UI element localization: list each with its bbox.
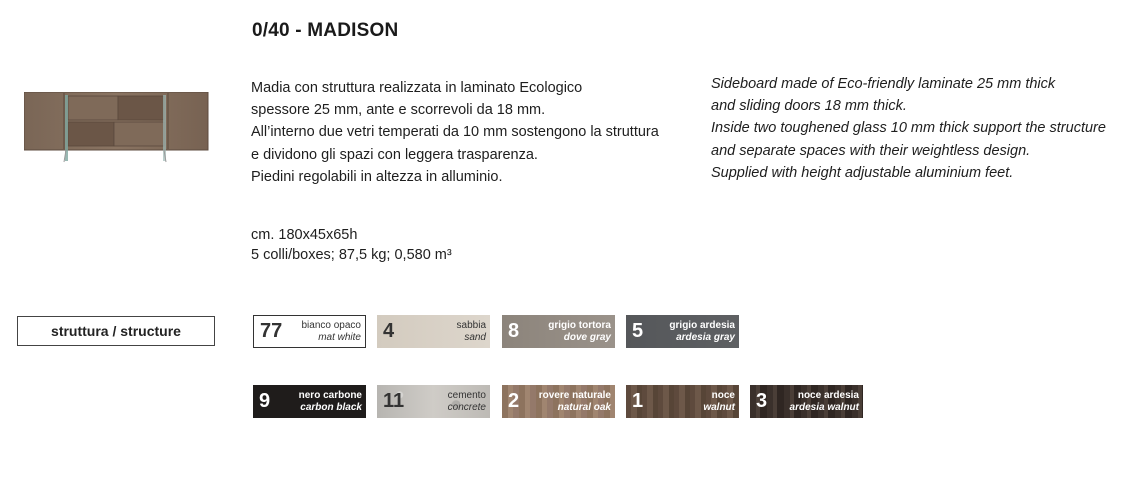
- packaging-info: 5 colli/boxes; 87,5 kg; 0,580 m³: [251, 247, 452, 263]
- finish-swatch-ardesia-gray[interactable]: [626, 315, 739, 348]
- finish-code: 4: [383, 320, 395, 342]
- finish-name-en: walnut: [703, 401, 735, 413]
- finish-swatch-carbon-black[interactable]: [253, 385, 366, 418]
- finish-name-en: ardesia walnut: [789, 401, 859, 413]
- product-title: 0/40 - MADISON: [252, 20, 399, 41]
- dimensions: cm. 180x45x65h: [251, 227, 358, 243]
- description-line: and sliding doors 18 mm thick.: [711, 98, 907, 115]
- finish-name-it: sabbia: [456, 319, 486, 331]
- finish-name-en: sand: [464, 331, 486, 343]
- description-line: Piedini regolabili in altezza in alluminio.: [251, 168, 503, 185]
- finish-code: 77: [260, 320, 283, 342]
- finish-name-en: dove gray: [563, 331, 611, 343]
- finish-name-it: cemento: [447, 389, 486, 401]
- finish-code: 3: [756, 390, 768, 412]
- finish-name-en: natural oak: [557, 401, 611, 413]
- finish-name-it: nero carbone: [298, 389, 362, 401]
- finish-swatch-ardesia-walnut[interactable]: [750, 385, 863, 418]
- finish-swatch-walnut[interactable]: [626, 385, 739, 418]
- product-specs: [251, 225, 452, 265]
- finish-name-en: mat white: [318, 331, 361, 343]
- description-line: and separate spaces with their weightless design.: [711, 142, 1031, 159]
- description-line: All’interno due vetri temperati da 10 mm sostengono la struttura: [251, 124, 659, 141]
- finish-code: 8: [508, 320, 520, 342]
- finish-swatch-concrete[interactable]: [377, 385, 490, 418]
- finish-name-it: grigio ardesia: [669, 319, 735, 331]
- description-line: Inside two toughened glass 10 mm thick support the structure: [711, 120, 1106, 137]
- finish-swatch-mat-white[interactable]: [253, 315, 366, 348]
- description-line: e dividono gli spazi con leggera trasparenza.: [251, 146, 538, 163]
- finish-name-it: noce: [711, 389, 735, 401]
- finish-code: 1: [632, 390, 644, 412]
- finish-code: 9: [259, 390, 271, 412]
- description-line: Supplied with height adjustable aluminium feet.: [711, 164, 1014, 181]
- finish-name-it: grigio tortora: [548, 319, 611, 331]
- structure-label: struttura / structure: [17, 316, 215, 346]
- sideboard-image: [24, 92, 210, 164]
- finish-code: 2: [508, 390, 520, 412]
- description-english: [711, 73, 1121, 184]
- finish-name-it: rovere naturale: [538, 389, 611, 401]
- finish-swatch-sand[interactable]: [377, 315, 490, 348]
- description-italian: [251, 77, 691, 188]
- finish-name-en: carbon black: [300, 401, 362, 413]
- finish-name-en: ardesia gray: [676, 331, 735, 343]
- finish-code: 5: [632, 320, 644, 342]
- finish-name-it: bianco opaco: [301, 319, 361, 331]
- finish-code: 11: [383, 390, 405, 412]
- finish-swatch-natural-oak[interactable]: [502, 385, 615, 418]
- description-line: Madia con struttura realizzata in laminato Ecologico: [251, 80, 583, 96]
- finish-name-en: concrete: [447, 401, 486, 413]
- description-line: spessore 25 mm, ante e scorrevoli da 18 mm.: [251, 102, 546, 119]
- description-line: Sideboard made of Eco-friendly laminate 25 mm thick: [711, 76, 1056, 92]
- finish-swatch-dove-gray[interactable]: [502, 315, 615, 348]
- finish-name-it: noce ardesia: [797, 389, 859, 401]
